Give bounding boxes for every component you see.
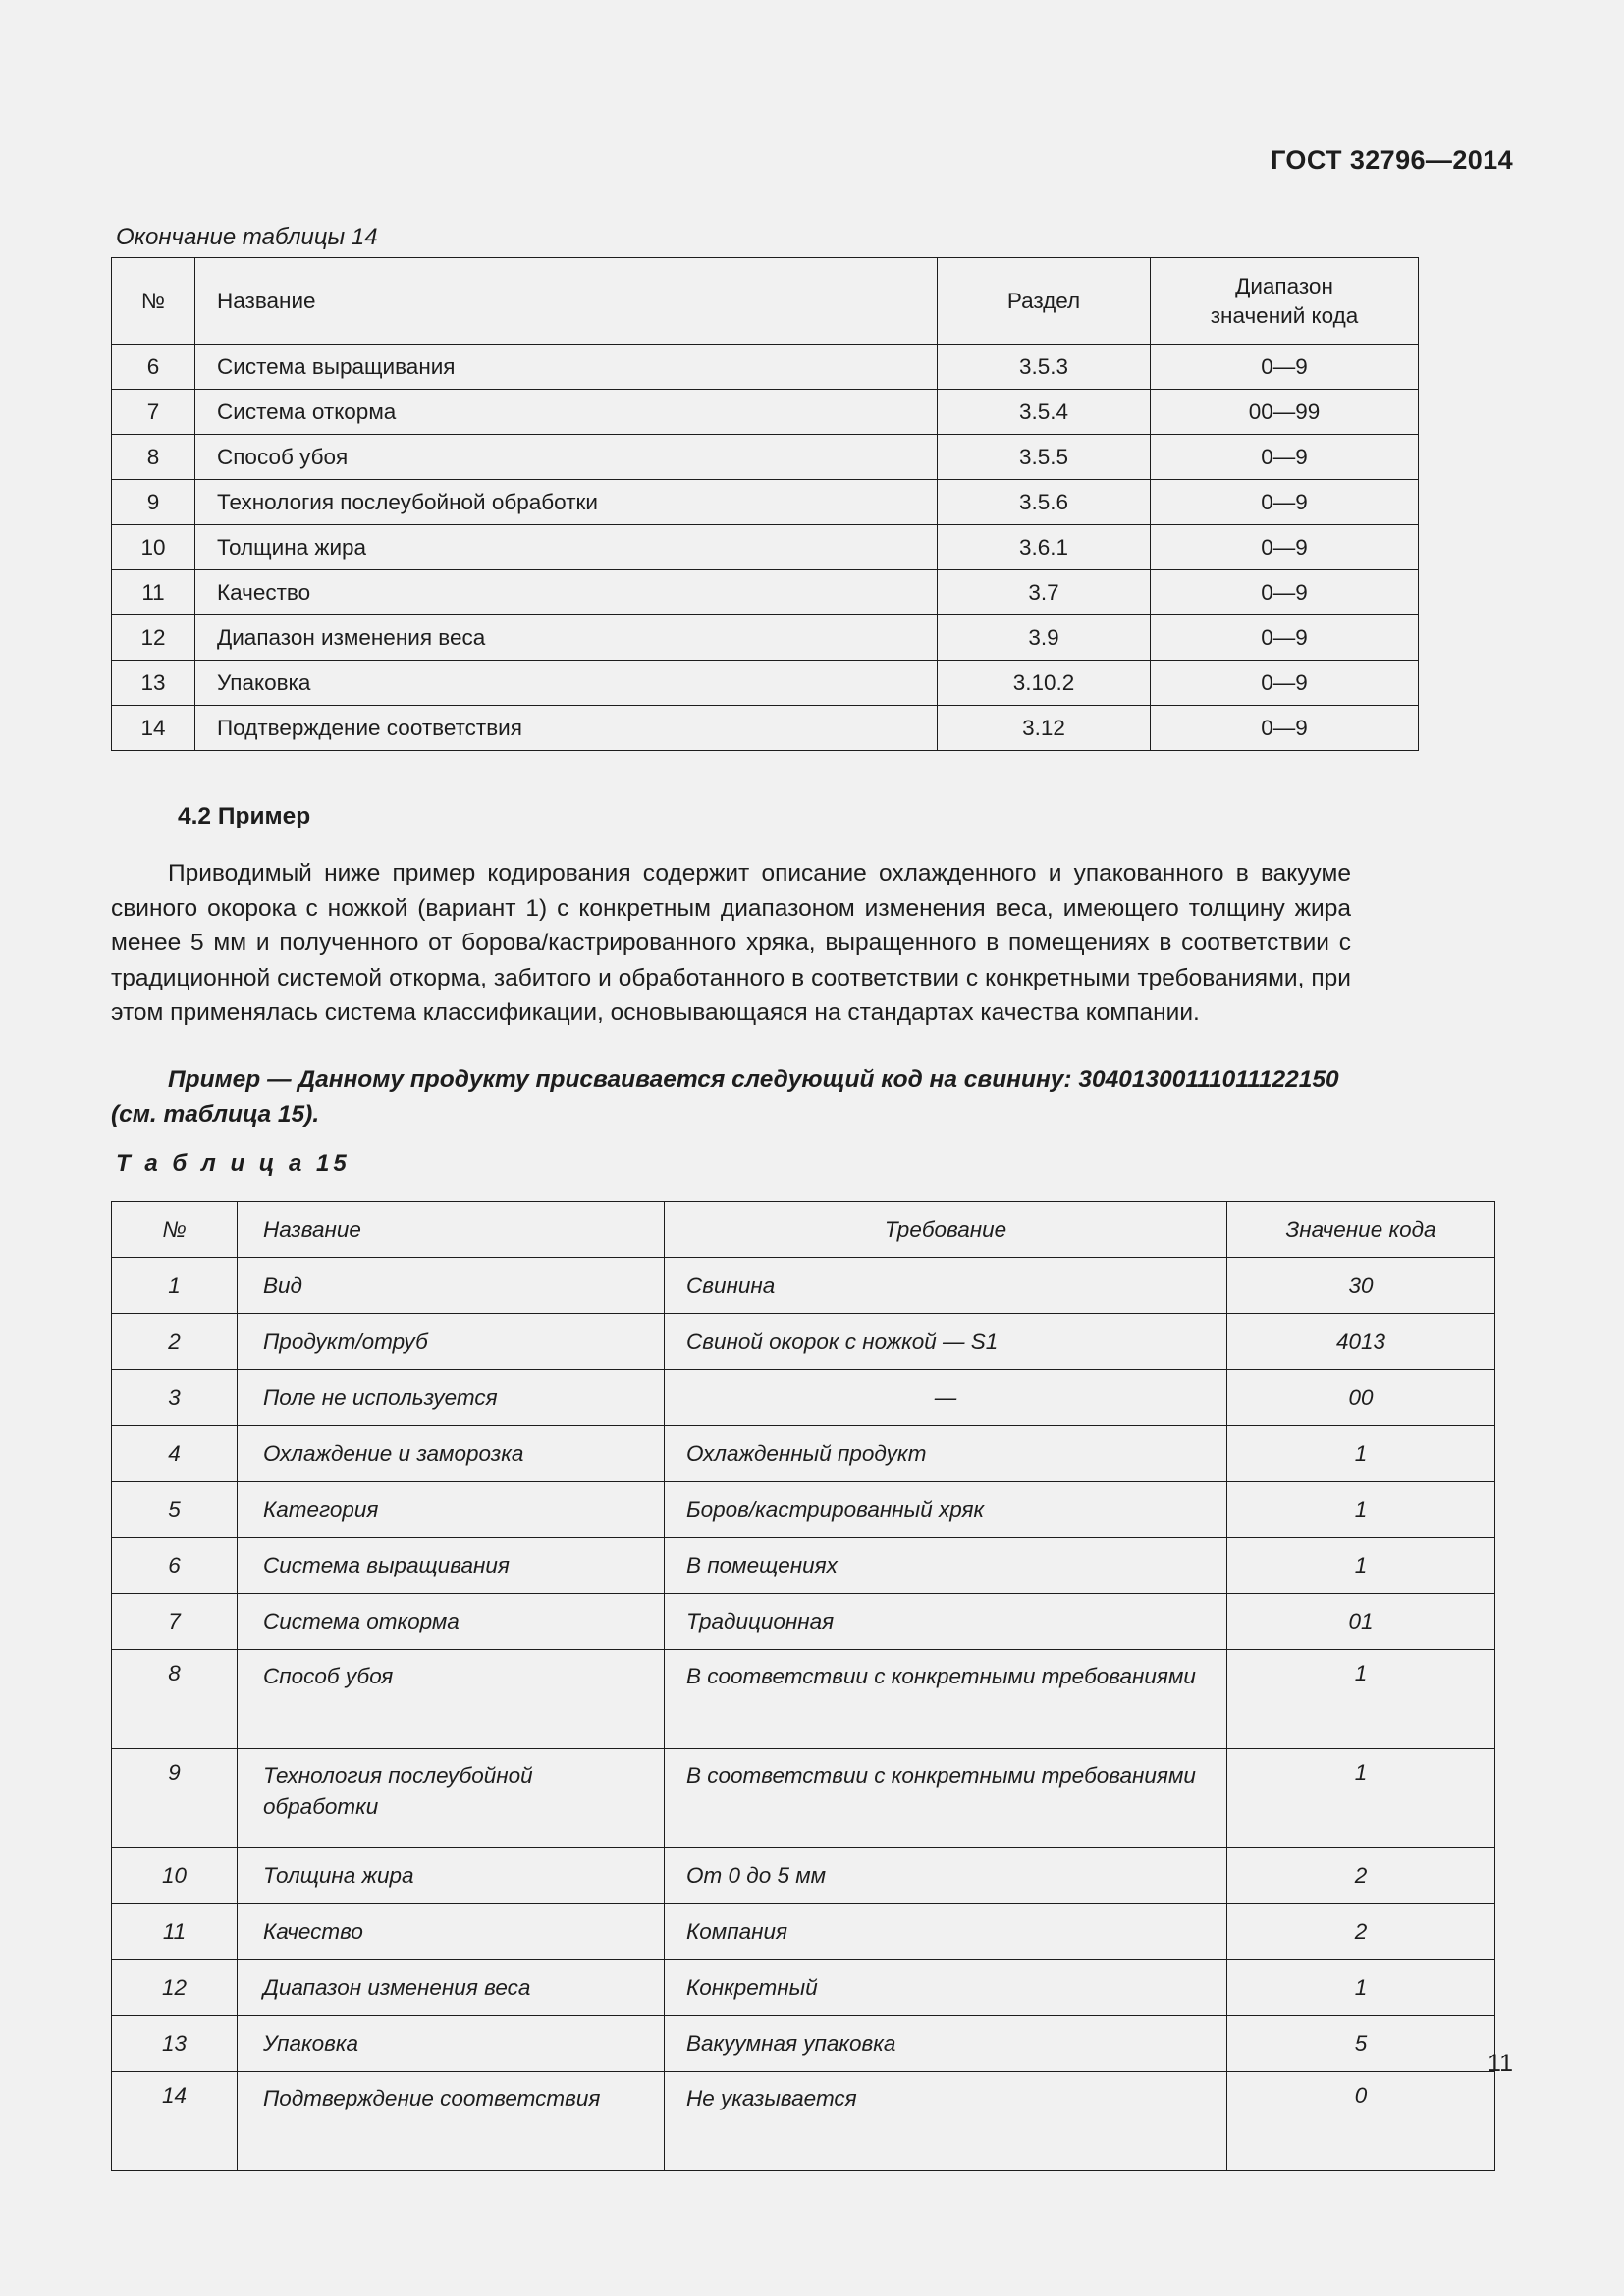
cell-requirement: Не указывается xyxy=(665,2071,1227,2170)
table-row xyxy=(112,1959,1495,2015)
cell-number: 13 xyxy=(112,2015,238,2071)
cell-code-range: 0—9 xyxy=(1151,706,1419,751)
cell-code-value: 2 xyxy=(1227,1903,1495,1959)
cell-requirement: — xyxy=(665,1369,1227,1425)
cell-requirement: Охлажденный продукт xyxy=(665,1425,1227,1481)
table-row xyxy=(112,570,1419,615)
cell-requirement: В соответствии с конкретными требованиями xyxy=(665,1748,1227,1847)
cell-name: Качество xyxy=(195,570,938,615)
section-heading-4-2: 4.2 Пример xyxy=(178,803,311,829)
cell-code-range: 0—9 xyxy=(1151,435,1419,480)
column-header-name: Название xyxy=(195,258,938,345)
cell-section: 3.6.1 xyxy=(938,525,1151,570)
column-header-code-range-line2: значений кода xyxy=(1210,302,1359,328)
cell-code-value: 30 xyxy=(1227,1257,1495,1313)
cell-requirement: В соответствии с конкретными требованиями xyxy=(665,1649,1227,1748)
cell-number: 7 xyxy=(112,390,195,435)
cell-name: Подтверждение соответствия xyxy=(238,2071,665,2170)
cell-section: 3.5.5 xyxy=(938,435,1151,480)
cell-name: Вид xyxy=(238,1257,665,1313)
cell-number: 1 xyxy=(112,1257,238,1313)
cell-code-value: 00 xyxy=(1227,1369,1495,1425)
cell-name: Диапазон изменения веса xyxy=(195,615,938,661)
table-row xyxy=(112,1313,1495,1369)
cell-name: Технология послеубойной обработки xyxy=(195,480,938,525)
cell-name: Упаковка xyxy=(238,2015,665,2071)
table-row xyxy=(112,615,1419,661)
cell-code-value: 1 xyxy=(1227,1748,1495,1847)
cell-name: Система откорма xyxy=(195,390,938,435)
cell-name: Диапазон изменения веса xyxy=(238,1959,665,2015)
example-note-text: Пример — Данному продукту присваивается следующий код на свинину: 30401300111011122150 xyxy=(168,1066,1339,1093)
cell-number: 11 xyxy=(112,1903,238,1959)
table-row xyxy=(112,1748,1495,1847)
cell-number: 14 xyxy=(112,2071,238,2170)
cell-number: 10 xyxy=(112,1847,238,1903)
cell-requirement: В помещениях xyxy=(665,1537,1227,1593)
cell-section: 3.10.2 xyxy=(938,661,1151,706)
table-row xyxy=(112,706,1419,751)
table-row xyxy=(112,2015,1495,2071)
column-header-section: Раздел xyxy=(938,258,1151,345)
cell-code-value: 4013 xyxy=(1227,1313,1495,1369)
cell-section: 3.5.6 xyxy=(938,480,1151,525)
cell-requirement: Традиционная xyxy=(665,1593,1227,1649)
cell-requirement: Вакуумная упаковка xyxy=(665,2015,1227,2071)
cell-name: Толщина жира xyxy=(195,525,938,570)
table-14-continuation xyxy=(111,257,1419,751)
cell-name: Технология послеубойной обработки xyxy=(238,1748,665,1847)
table-row xyxy=(112,390,1419,435)
cell-code-range: 0—9 xyxy=(1151,661,1419,706)
cell-number: 3 xyxy=(112,1369,238,1425)
section-body-paragraph: Приводимый ниже пример кодирования содержит описание охлажденного и упакованного в вакууме свиного окорока с ножкой (вариант 1) с конкретным диапазоном изменения веса, имеющего толщину жира менее 5 мм и полученного от борова/кастрированного хряка, выращенного в помещениях в соответствии с традиционной системой откорма, забитого и обработанного в соответствии с конкретными требованиями, при этом применялась система классификации, основывающаяся на стандартах качества компании. xyxy=(111,860,1351,1026)
cell-code-range: 0—9 xyxy=(1151,345,1419,390)
table-row xyxy=(112,1649,1495,1748)
table14-caption: Окончание таблицы 14 xyxy=(116,224,378,250)
cell-section: 3.12 xyxy=(938,706,1151,751)
cell-code-range: 0—9 xyxy=(1151,570,1419,615)
column-header-number: № xyxy=(112,1202,238,1258)
table-14-body xyxy=(112,345,1419,751)
cell-code-range: 0—9 xyxy=(1151,525,1419,570)
table-row xyxy=(112,480,1419,525)
cell-name: Система выращивания xyxy=(238,1537,665,1593)
cell-name: Поле не используется xyxy=(238,1369,665,1425)
cell-number: 8 xyxy=(112,1649,238,1748)
cell-number: 9 xyxy=(112,480,195,525)
cell-number: 5 xyxy=(112,1481,238,1537)
cell-code-value: 0 xyxy=(1227,2071,1495,2170)
table-row xyxy=(112,345,1419,390)
table-row xyxy=(112,1257,1495,1313)
cell-number: 13 xyxy=(112,661,195,706)
cell-number: 7 xyxy=(112,1593,238,1649)
cell-code-range: 0—9 xyxy=(1151,480,1419,525)
table-row xyxy=(112,661,1419,706)
table-row xyxy=(112,1369,1495,1425)
cell-number: 2 xyxy=(112,1313,238,1369)
cell-name: Способ убоя xyxy=(195,435,938,480)
table-row xyxy=(112,1481,1495,1537)
cell-name: Толщина жира xyxy=(238,1847,665,1903)
cell-name: Система откорма xyxy=(238,1593,665,1649)
cell-code-value: 2 xyxy=(1227,1847,1495,1903)
cell-section: 3.5.3 xyxy=(938,345,1151,390)
cell-requirement: Конкретный xyxy=(665,1959,1227,2015)
cell-requirement: Свинина xyxy=(665,1257,1227,1313)
cell-name: Способ убоя xyxy=(238,1649,665,1748)
cell-number: 6 xyxy=(112,345,195,390)
table-row xyxy=(112,1903,1495,1959)
cell-number: 9 xyxy=(112,1748,238,1847)
column-header-code-range-line1: Диапазон xyxy=(1235,274,1333,298)
cell-requirement: От 0 до 5 мм xyxy=(665,1847,1227,1903)
cell-section: 3.7 xyxy=(938,570,1151,615)
cell-code-value: 5 xyxy=(1227,2015,1495,2071)
cell-name: Продукт/отруб xyxy=(238,1313,665,1369)
cell-name: Охлаждение и заморозка xyxy=(238,1425,665,1481)
cell-number: 6 xyxy=(112,1537,238,1593)
column-header-code-range xyxy=(1151,258,1419,345)
table15-caption: Т а б л и ц а 15 xyxy=(116,1150,351,1177)
cell-code-value: 1 xyxy=(1227,1649,1495,1748)
cell-code-range: 0—9 xyxy=(1151,615,1419,661)
cell-name: Качество xyxy=(238,1903,665,1959)
cell-name: Упаковка xyxy=(195,661,938,706)
cell-requirement: Свиной окорок с ножкой — S1 xyxy=(665,1313,1227,1369)
document-standard-header: ГОСТ 32796—2014 xyxy=(1271,145,1513,175)
table-row xyxy=(112,435,1419,480)
page-number: 11 xyxy=(1488,2050,1513,2077)
cell-section: 3.9 xyxy=(938,615,1151,661)
cell-requirement: Боров/кастрированный хряк xyxy=(665,1481,1227,1537)
example-note-reference: (см. таблица 15). xyxy=(111,1100,320,1128)
cell-code-value: 1 xyxy=(1227,1959,1495,2015)
table-15 xyxy=(111,1201,1495,2171)
column-header-code-value: Значение кода xyxy=(1227,1202,1495,1258)
table-row xyxy=(112,525,1419,570)
table-row xyxy=(112,2071,1495,2170)
cell-code-value: 01 xyxy=(1227,1593,1495,1649)
column-header-name: Название xyxy=(238,1202,665,1258)
cell-code-range: 00—99 xyxy=(1151,390,1419,435)
table-header-row xyxy=(112,258,1419,345)
cell-name: Категория xyxy=(238,1481,665,1537)
cell-code-value: 1 xyxy=(1227,1481,1495,1537)
cell-section: 3.5.4 xyxy=(938,390,1151,435)
example-note xyxy=(111,1062,1351,1132)
cell-number: 10 xyxy=(112,525,195,570)
cell-requirement: Компания xyxy=(665,1903,1227,1959)
table-15-body xyxy=(112,1257,1495,2170)
table-row xyxy=(112,1847,1495,1903)
cell-code-value: 1 xyxy=(1227,1425,1495,1481)
table-header-row xyxy=(112,1202,1495,1258)
cell-number: 8 xyxy=(112,435,195,480)
cell-number: 12 xyxy=(112,1959,238,2015)
cell-name: Система выращивания xyxy=(195,345,938,390)
cell-name: Подтверждение соответствия xyxy=(195,706,938,751)
cell-code-value: 1 xyxy=(1227,1537,1495,1593)
table-row xyxy=(112,1537,1495,1593)
cell-number: 14 xyxy=(112,706,195,751)
table-row xyxy=(112,1593,1495,1649)
cell-number: 4 xyxy=(112,1425,238,1481)
table-row xyxy=(112,1425,1495,1481)
column-header-number: № xyxy=(112,258,195,345)
column-header-requirement: Требование xyxy=(665,1202,1227,1258)
cell-number: 12 xyxy=(112,615,195,661)
cell-number: 11 xyxy=(112,570,195,615)
